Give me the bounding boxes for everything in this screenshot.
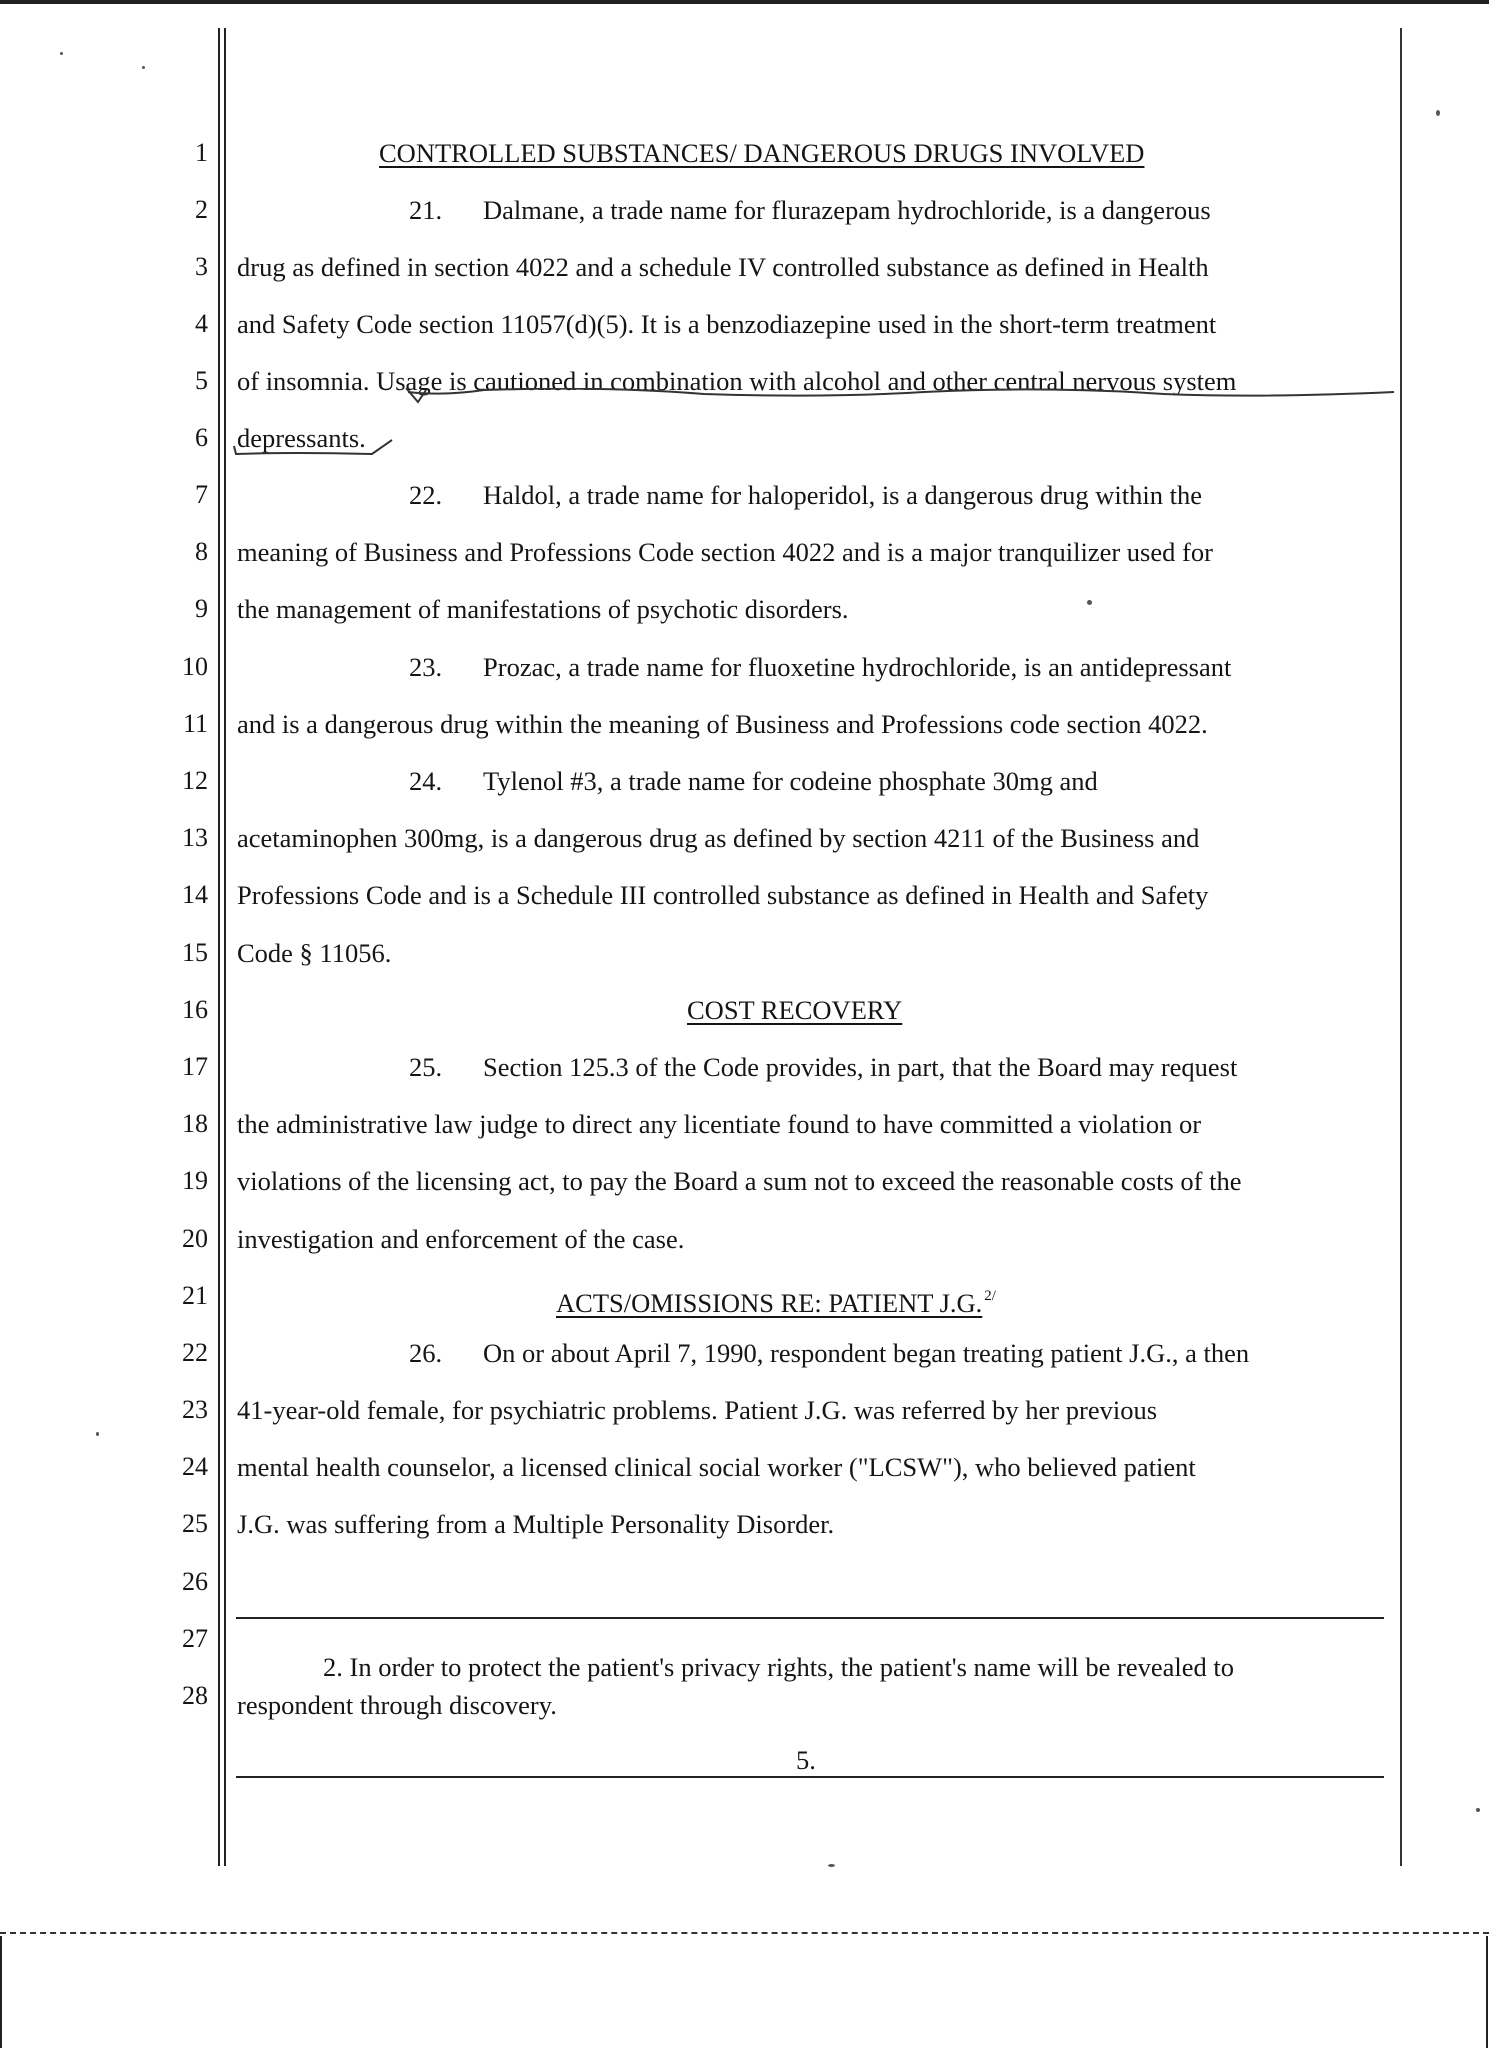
paragraph-21-line: and Safety Code section 11057(d)(5). It is a benzodiazepine used in the short-term treatment <box>237 309 1217 339</box>
line-number: 1 <box>195 138 208 167</box>
paragraph-22-line: the management of manifestations of psychotic disorders. <box>237 594 849 624</box>
line-number: 15 <box>182 938 208 967</box>
line-number: 21 <box>182 1281 208 1310</box>
paragraph-text: Haldol, a trade name for haloperidol, is a dangerous drug within the <box>483 480 1202 510</box>
scan-bottom-edge-left <box>0 1936 2 2048</box>
footnote-line: respondent through discovery. <box>237 1690 557 1720</box>
line-number: 28 <box>182 1681 208 1710</box>
heading-text: ACTS/OMISSIONS RE: PATIENT J.G. <box>556 1288 983 1318</box>
line-number: 8 <box>195 537 208 566</box>
paragraph-21-line: depressants. <box>237 423 366 453</box>
line-number: 19 <box>182 1166 208 1195</box>
paragraph-number: 22. <box>409 480 443 510</box>
line-number: 10 <box>182 652 208 681</box>
scan-speck <box>1476 1808 1480 1812</box>
paragraph-21-first-line <box>409 195 1211 225</box>
paragraph-text: On or about April 7, 1990, respondent began treating patient J.G., a then <box>483 1338 1250 1368</box>
scan-speck <box>828 1864 835 1867</box>
line-number: 17 <box>182 1052 208 1081</box>
paragraph-25-line: violations of the licensing act, to pay the Board a sum not to exceed the reasonable costs of the <box>237 1166 1242 1196</box>
line-number: 3 <box>195 252 208 281</box>
scan-speck <box>1436 110 1440 116</box>
paragraph-22-line: meaning of Business and Professions Code section 4022 and is a major tranquilizer used for <box>237 537 1213 567</box>
paragraph-26-first-line <box>409 1338 1249 1368</box>
line-number: 27 <box>182 1624 208 1653</box>
handwritten-underline-mark <box>404 388 1404 468</box>
paragraph-22-first-line <box>409 480 1202 510</box>
paragraph-21-line: drug as defined in section 4022 and a schedule IV controlled substance as defined in Health <box>237 252 1209 282</box>
paragraph-number: 26. <box>409 1338 443 1368</box>
line-number: 12 <box>182 766 208 795</box>
paragraph-23-line: and is a dangerous drug within the meaning of Business and Professions code section 4022. <box>237 709 1208 739</box>
paragraph-number: 24. <box>409 766 443 796</box>
right-margin-rule <box>1400 28 1402 1866</box>
line-number: 11 <box>182 709 208 738</box>
footnote-separator <box>236 1617 1384 1619</box>
paragraph-24-line: acetaminophen 300mg, is a dangerous drug as defined by section 4211 of the Business and <box>237 823 1200 853</box>
paragraph-text: Prozac, a trade name for fluoxetine hydrochloride, is an antidepressant <box>483 652 1232 682</box>
paragraph-text: Tylenol #3, a trade name for codeine phosphate 30mg and <box>483 766 1098 796</box>
line-number: 18 <box>182 1109 208 1138</box>
line-number: 22 <box>182 1338 208 1367</box>
scan-top-edge <box>0 0 1489 4</box>
line-number: 24 <box>182 1452 208 1481</box>
line-number: 5 <box>195 366 208 395</box>
paragraph-25-line: the administrative law judge to direct any licentiate found to have committed a violation or <box>237 1109 1202 1139</box>
paragraph-21-line: of insomnia. Usage is cautioned in combination with alcohol and other central nervous system <box>237 366 1237 396</box>
line-number: 20 <box>182 1224 208 1253</box>
line-number: 23 <box>182 1395 208 1424</box>
line-number: 25 <box>182 1509 208 1538</box>
line-number: 14 <box>182 880 208 909</box>
scan-speck <box>96 1432 99 1436</box>
paragraph-number: 25. <box>409 1052 443 1082</box>
scan-bottom-edge-right <box>1486 1936 1488 2048</box>
line-number: 6 <box>195 423 208 452</box>
line-number: 7 <box>195 480 208 509</box>
paragraph-25-first-line <box>409 1052 1237 1082</box>
section-heading-acts-omissions <box>556 1281 996 1318</box>
paragraph-text: Section 125.3 of the Code provides, in part, that the Board may request <box>483 1052 1238 1082</box>
paragraph-23-first-line <box>409 652 1231 682</box>
paragraph-text: Dalmane, a trade name for flurazepam hydrochloride, is a dangerous <box>483 195 1211 225</box>
footnote-line: 2. In order to protect the patient's privacy rights, the patient's name will be revealed to <box>323 1652 1234 1682</box>
line-number: 26 <box>182 1567 208 1596</box>
scan-bottom-dashed-line <box>0 1932 1489 1934</box>
page-number: 5. <box>796 1745 816 1775</box>
line-number: 13 <box>182 823 208 852</box>
paragraph-26-line: J.G. was suffering from a Multiple Personality Disorder. <box>237 1509 835 1539</box>
paragraph-25-line: investigation and enforcement of the case. <box>237 1224 685 1254</box>
paragraph-24-line: Code § 11056. <box>237 938 392 968</box>
footnote-reference: 2/ <box>984 1288 996 1304</box>
section-heading-cost-recovery: COST RECOVERY <box>687 995 903 1025</box>
scan-speck <box>60 52 63 55</box>
line-number: 2 <box>195 195 208 224</box>
paragraph-number: 23. <box>409 652 443 682</box>
section-heading-controlled-substances: CONTROLLED SUBSTANCES/ DANGEROUS DRUGS INVOLVED <box>379 138 1145 168</box>
paragraph-24-line: Professions Code and is a Schedule III controlled substance as defined in Health and Safety <box>237 880 1209 910</box>
paragraph-26-line: mental health counselor, a licensed clinical social worker ("LCSW"), who believed patient <box>237 1452 1196 1482</box>
page-number-rule <box>236 1776 1384 1778</box>
line-number: 16 <box>182 995 208 1024</box>
left-margin-rule-inner <box>224 28 226 1866</box>
scan-speck <box>1087 600 1092 605</box>
handwritten-underline-mark <box>232 432 402 462</box>
left-margin-rule-outer <box>218 28 220 1866</box>
line-number: 9 <box>195 594 208 623</box>
paragraph-number: 21. <box>409 195 443 225</box>
paragraph-24-first-line <box>409 766 1098 796</box>
line-number: 4 <box>195 309 208 338</box>
paragraph-26-line: 41-year-old female, for psychiatric problems. Patient J.G. was referred by her previous <box>237 1395 1158 1425</box>
scan-speck <box>142 66 145 69</box>
